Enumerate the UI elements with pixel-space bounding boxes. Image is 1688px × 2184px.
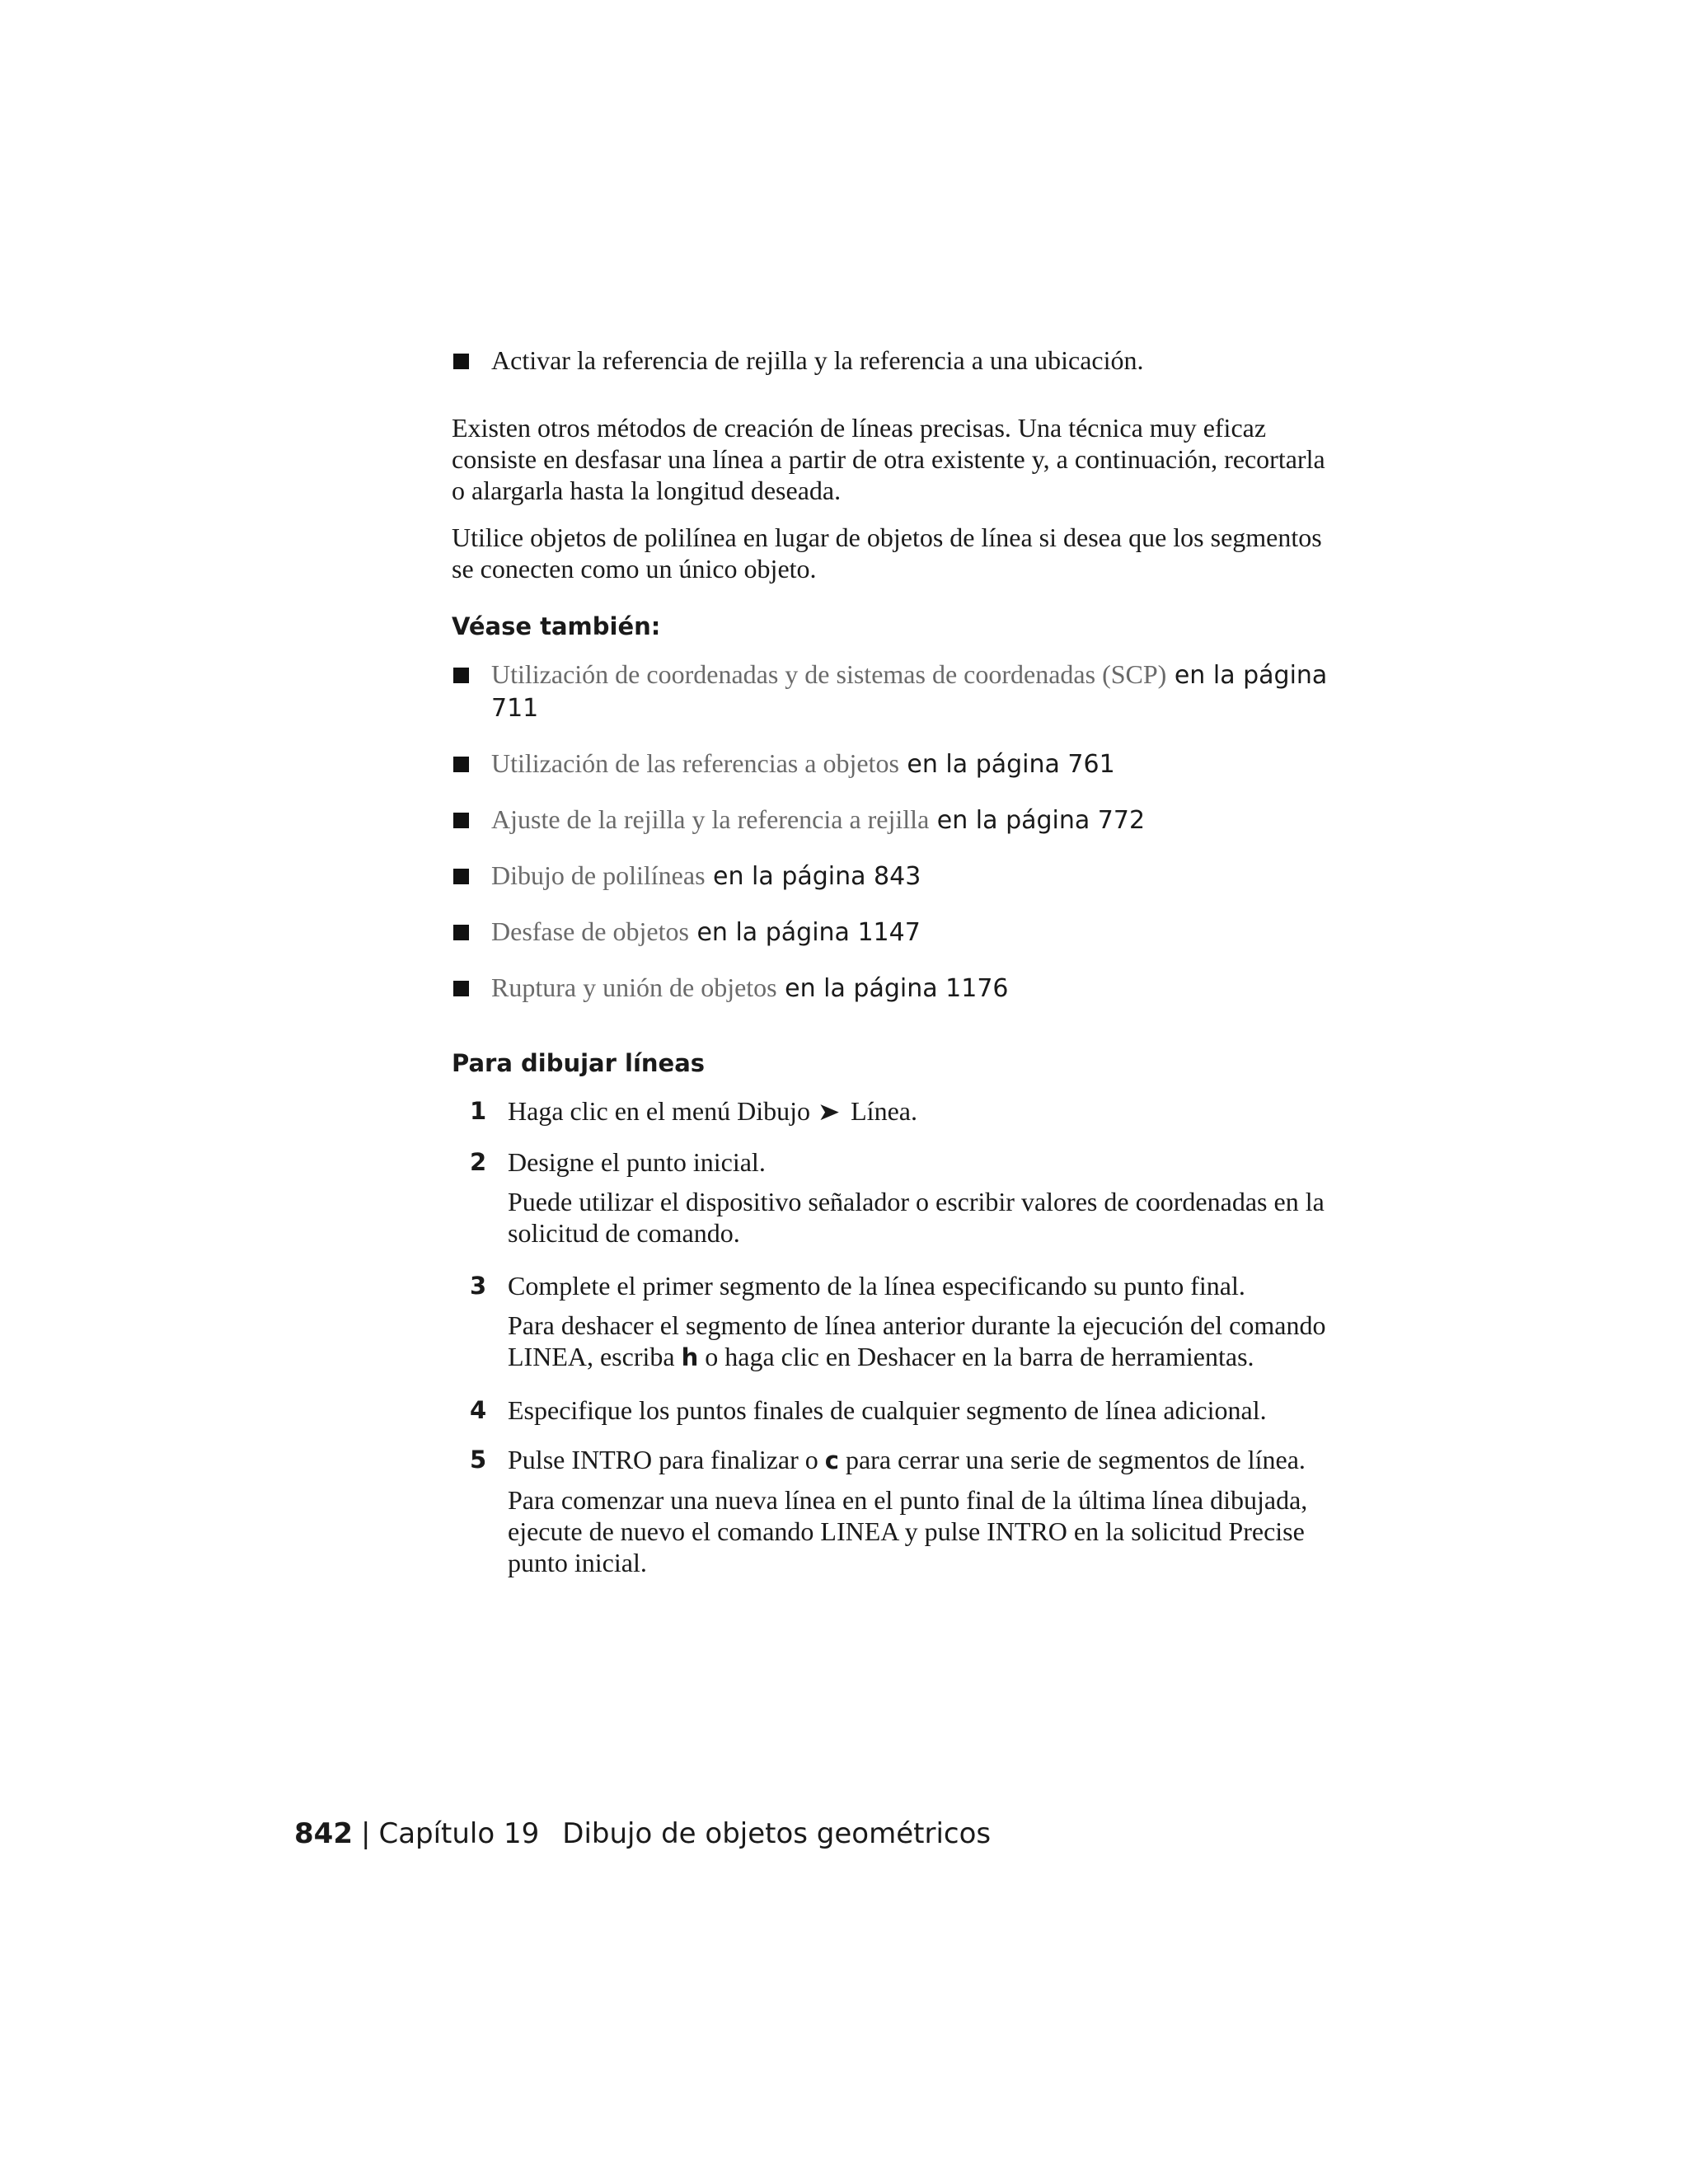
bullet-square-icon [453, 925, 469, 940]
list-item [452, 658, 1338, 724]
key-letter: c [824, 1446, 839, 1474]
paragraph: Utilice objetos de polilínea en lugar de objetos de línea si desea que los segmentos se conecten como un único objeto. [452, 523, 1322, 583]
list-item [452, 916, 1338, 949]
procedure-step [452, 1146, 1338, 1249]
step-number: 3 [470, 1272, 487, 1300]
bullet-square-icon [453, 981, 469, 996]
cross-reference-link[interactable]: Desfase de objetos [491, 916, 689, 946]
page-footer [294, 1816, 991, 1852]
cross-reference-link[interactable]: Utilización de coordenadas y de sistemas de coordenadas (SCP) [491, 659, 1167, 689]
bullet-text: Activar la referencia de rejilla y la referencia a una ubicación. [491, 345, 1144, 375]
step-note: Para comenzar una nueva línea en el punto final de la última línea dibujada, ejecute de nuevo el comando LINEA y pulse INTRO en la solicitud Precise punto inicial. [508, 1485, 1308, 1577]
step-text: Designe el punto inicial. [508, 1147, 766, 1177]
page-body [452, 344, 1338, 1578]
bullet-square-icon [453, 354, 469, 369]
cross-reference-link[interactable]: Ruptura y unión de objetos [491, 972, 777, 1002]
procedure-steps [452, 1095, 1338, 1578]
page-reference: en la página 772 [929, 806, 1146, 835]
step-text: Haga clic en el menú Dibujo [508, 1096, 810, 1126]
page-number: 842 [294, 1817, 353, 1850]
page-reference: en la página 1147 [688, 918, 921, 947]
step-text: Complete el primer segmento de la línea especificando su punto final. [508, 1271, 1245, 1301]
page-reference: en la página 1176 [776, 974, 1009, 1003]
chapter-title: Dibujo de objetos geométricos [562, 1817, 992, 1850]
list-item [452, 860, 1338, 893]
step-text: Especifique los puntos finales de cualquier segmento de línea adicional. [508, 1395, 1267, 1425]
step-text [508, 1444, 1338, 1476]
cross-reference-link[interactable]: Dibujo de polilíneas [491, 860, 706, 890]
step-text-part: Pulse INTRO para finalizar o [508, 1445, 825, 1474]
step-text-part: para cerrar una serie de segmentos de línea. [838, 1445, 1306, 1474]
procedure-step [452, 1270, 1338, 1373]
list-item [452, 344, 1338, 376]
step-number: 4 [470, 1396, 487, 1424]
procedure-heading: Para dibujar líneas [452, 1049, 706, 1077]
page-reference: en la página 761 [898, 750, 1115, 779]
procedure-step [452, 1095, 1338, 1128]
see-also-list [452, 658, 1338, 1005]
note-text: Para deshacer el segmento de línea anterior durante la ejecución del comando LINEA, escriba [508, 1310, 1326, 1371]
list-item [452, 804, 1338, 837]
note-text: o haga clic en Deshacer en la barra de herramientas. [698, 1342, 1254, 1371]
procedure-step [452, 1444, 1338, 1578]
step-number: 2 [470, 1148, 487, 1176]
chapter-label: Capítulo 19 [378, 1817, 540, 1850]
bullet-square-icon [453, 869, 469, 884]
footer-separator: | [360, 1817, 371, 1850]
paragraph: Existen otros métodos de creación de líneas precisas. Una técnica muy eficaz consiste en desfasar una línea a partir de otra existente y, a continuación, recortarla o alargarla hasta la longitud deseada. [452, 413, 1325, 505]
step-text: Línea. [851, 1096, 917, 1126]
page-reference: en la página 711 [491, 661, 1328, 723]
list-item [452, 972, 1338, 1005]
step-note: Puede utilizar el dispositivo señalador o escribir valores de coordenadas en la solicitud de comando. [508, 1187, 1325, 1248]
step-number: 5 [470, 1446, 487, 1474]
key-letter: h [681, 1343, 699, 1371]
cross-reference-link[interactable]: Ajuste de la rejilla y la referencia a rejilla [491, 804, 930, 834]
see-also-heading: Véase también: [452, 612, 661, 640]
menu-arrow-icon: ➤ [817, 1099, 841, 1126]
list-item [452, 748, 1338, 780]
cross-reference-link[interactable]: Utilización de las referencias a objetos [491, 748, 899, 778]
bullet-square-icon [453, 757, 469, 772]
bullet-square-icon [453, 668, 469, 683]
page-reference: en la página 843 [705, 862, 921, 891]
bullet-square-icon [453, 813, 469, 828]
step-note [508, 1310, 1338, 1373]
step-number: 1 [470, 1097, 487, 1125]
procedure-step [452, 1394, 1338, 1426]
